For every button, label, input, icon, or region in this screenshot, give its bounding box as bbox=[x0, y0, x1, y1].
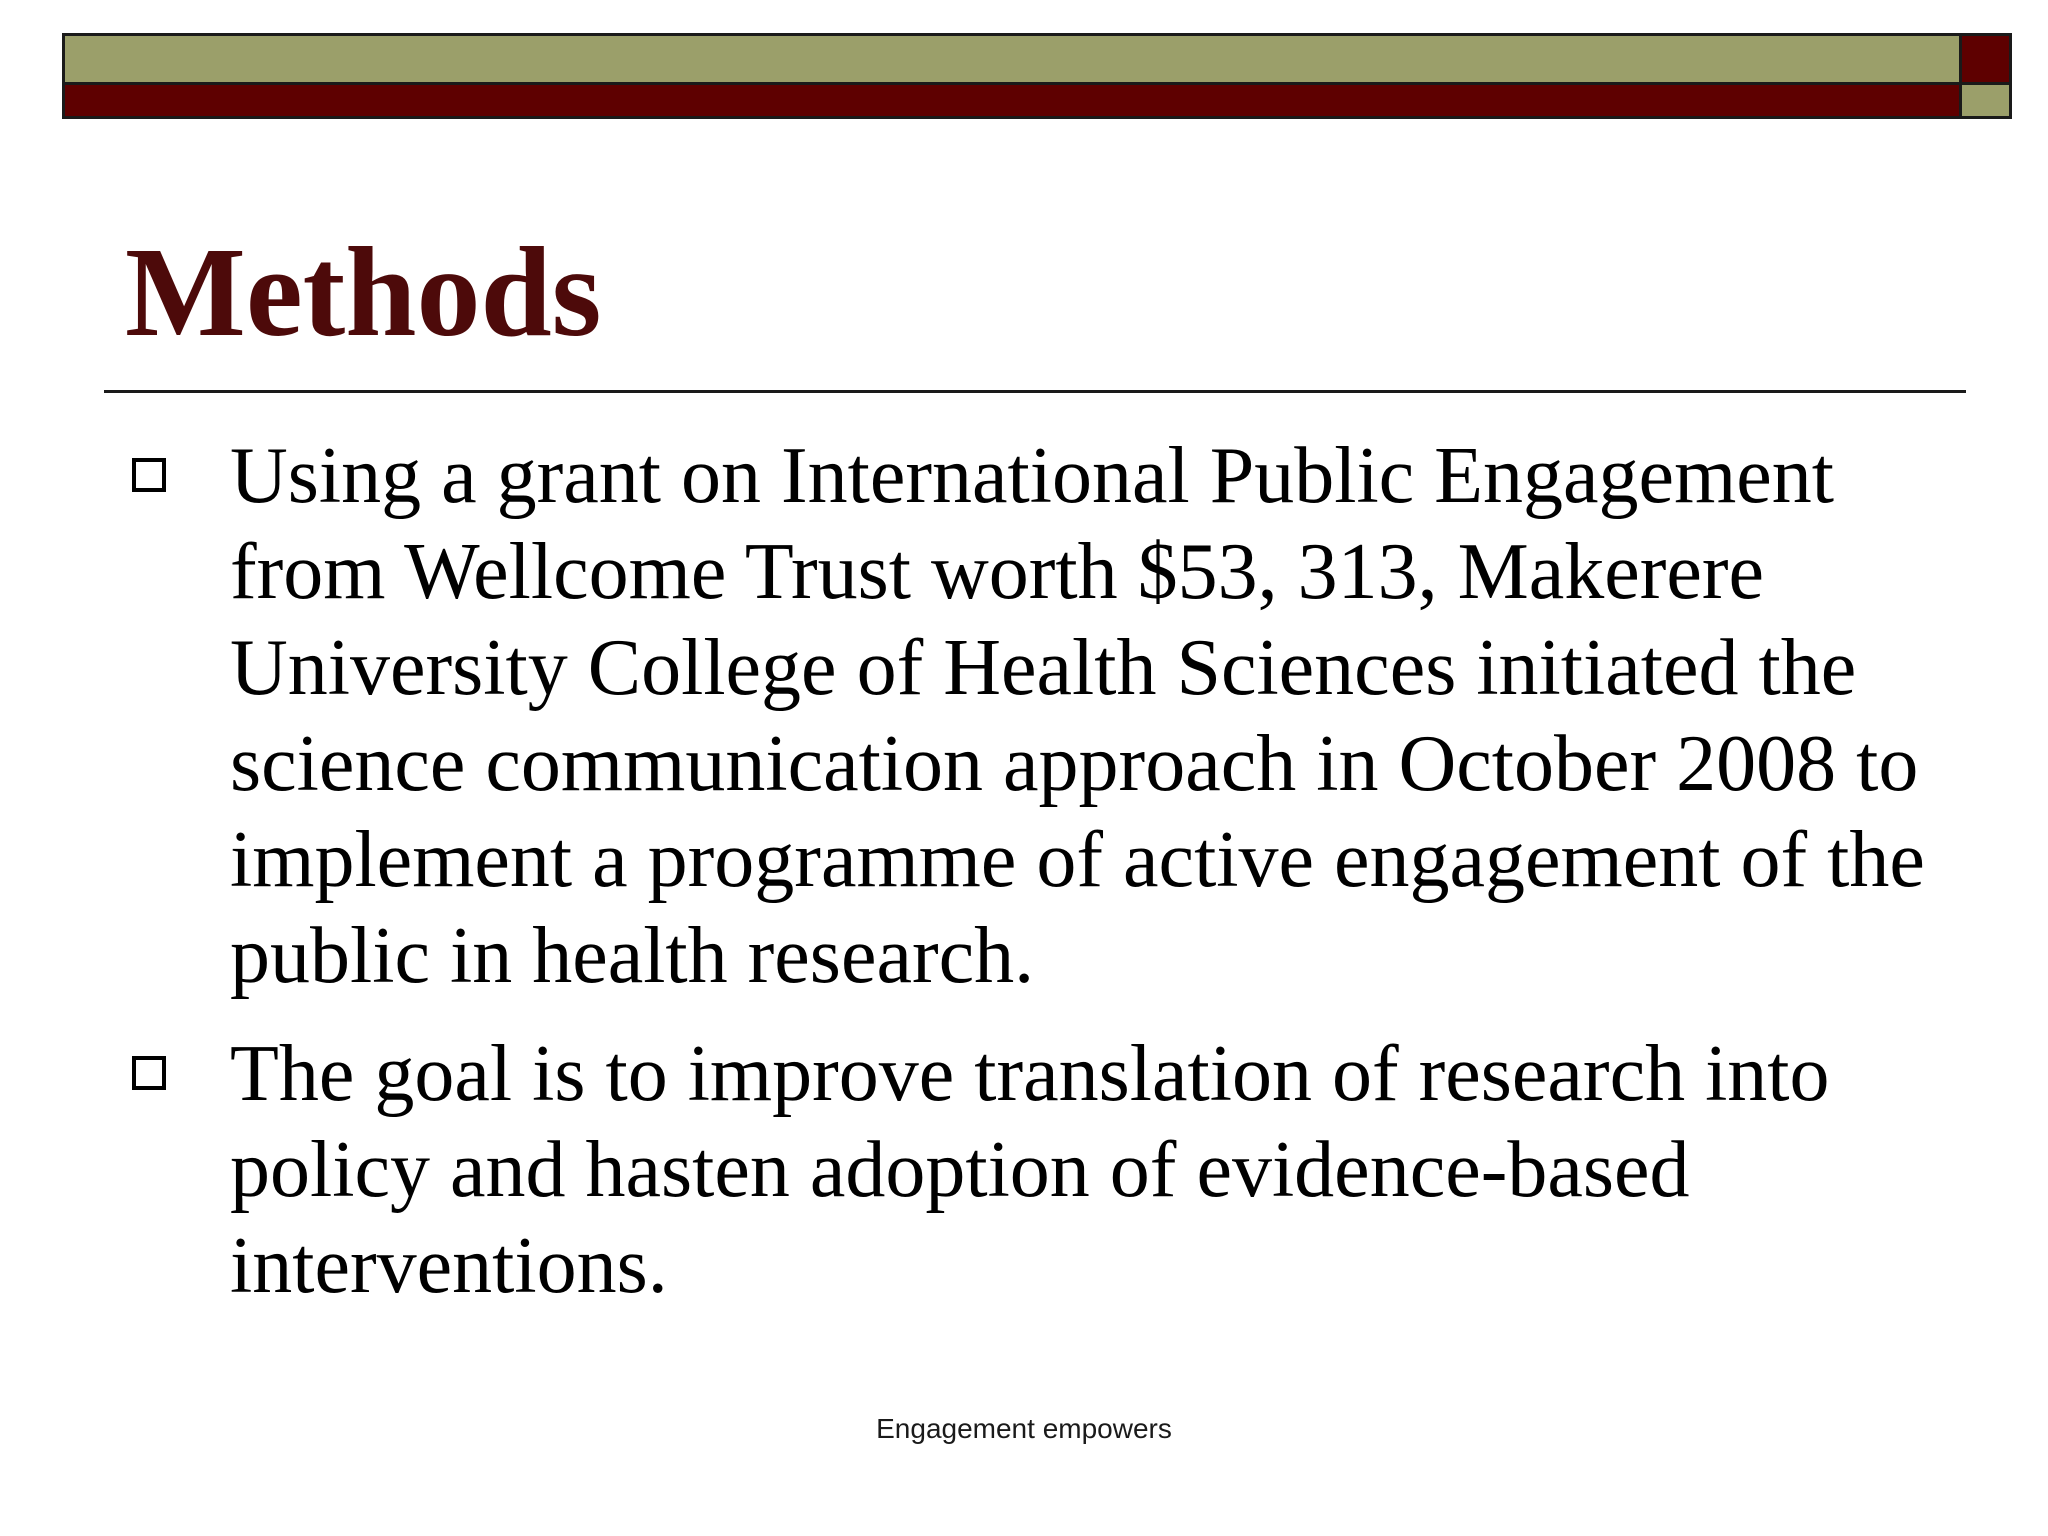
header-corner-olive bbox=[1962, 85, 2012, 119]
bullet-text: Using a grant on International Public Engagement from Wellcome Trust worth $53, 313, Makerere University College of Health Sciences initiated the science communication approach in October 2008 to implement a programme of active engagement of the public in health research. bbox=[230, 432, 1925, 1000]
slide-footer: Engagement empowers bbox=[876, 1413, 1172, 1444]
slide-title: Methods bbox=[125, 221, 602, 363]
hollow-square-bullet-icon bbox=[132, 1056, 166, 1090]
bullet-text: The goal is to improve translation of research into policy and hasten adoption of evidence-based interventions. bbox=[230, 1030, 1830, 1310]
bullet-item-methods bbox=[128, 428, 1928, 1004]
hollow-square-bullet-icon bbox=[132, 458, 166, 492]
bullet-list bbox=[128, 428, 1928, 1336]
bullet-item-goal bbox=[128, 1026, 1928, 1314]
header-corner-maroon bbox=[1962, 33, 2012, 85]
header-band-olive bbox=[62, 33, 1962, 85]
header-band-maroon bbox=[62, 85, 1962, 119]
title-divider bbox=[104, 390, 1966, 393]
